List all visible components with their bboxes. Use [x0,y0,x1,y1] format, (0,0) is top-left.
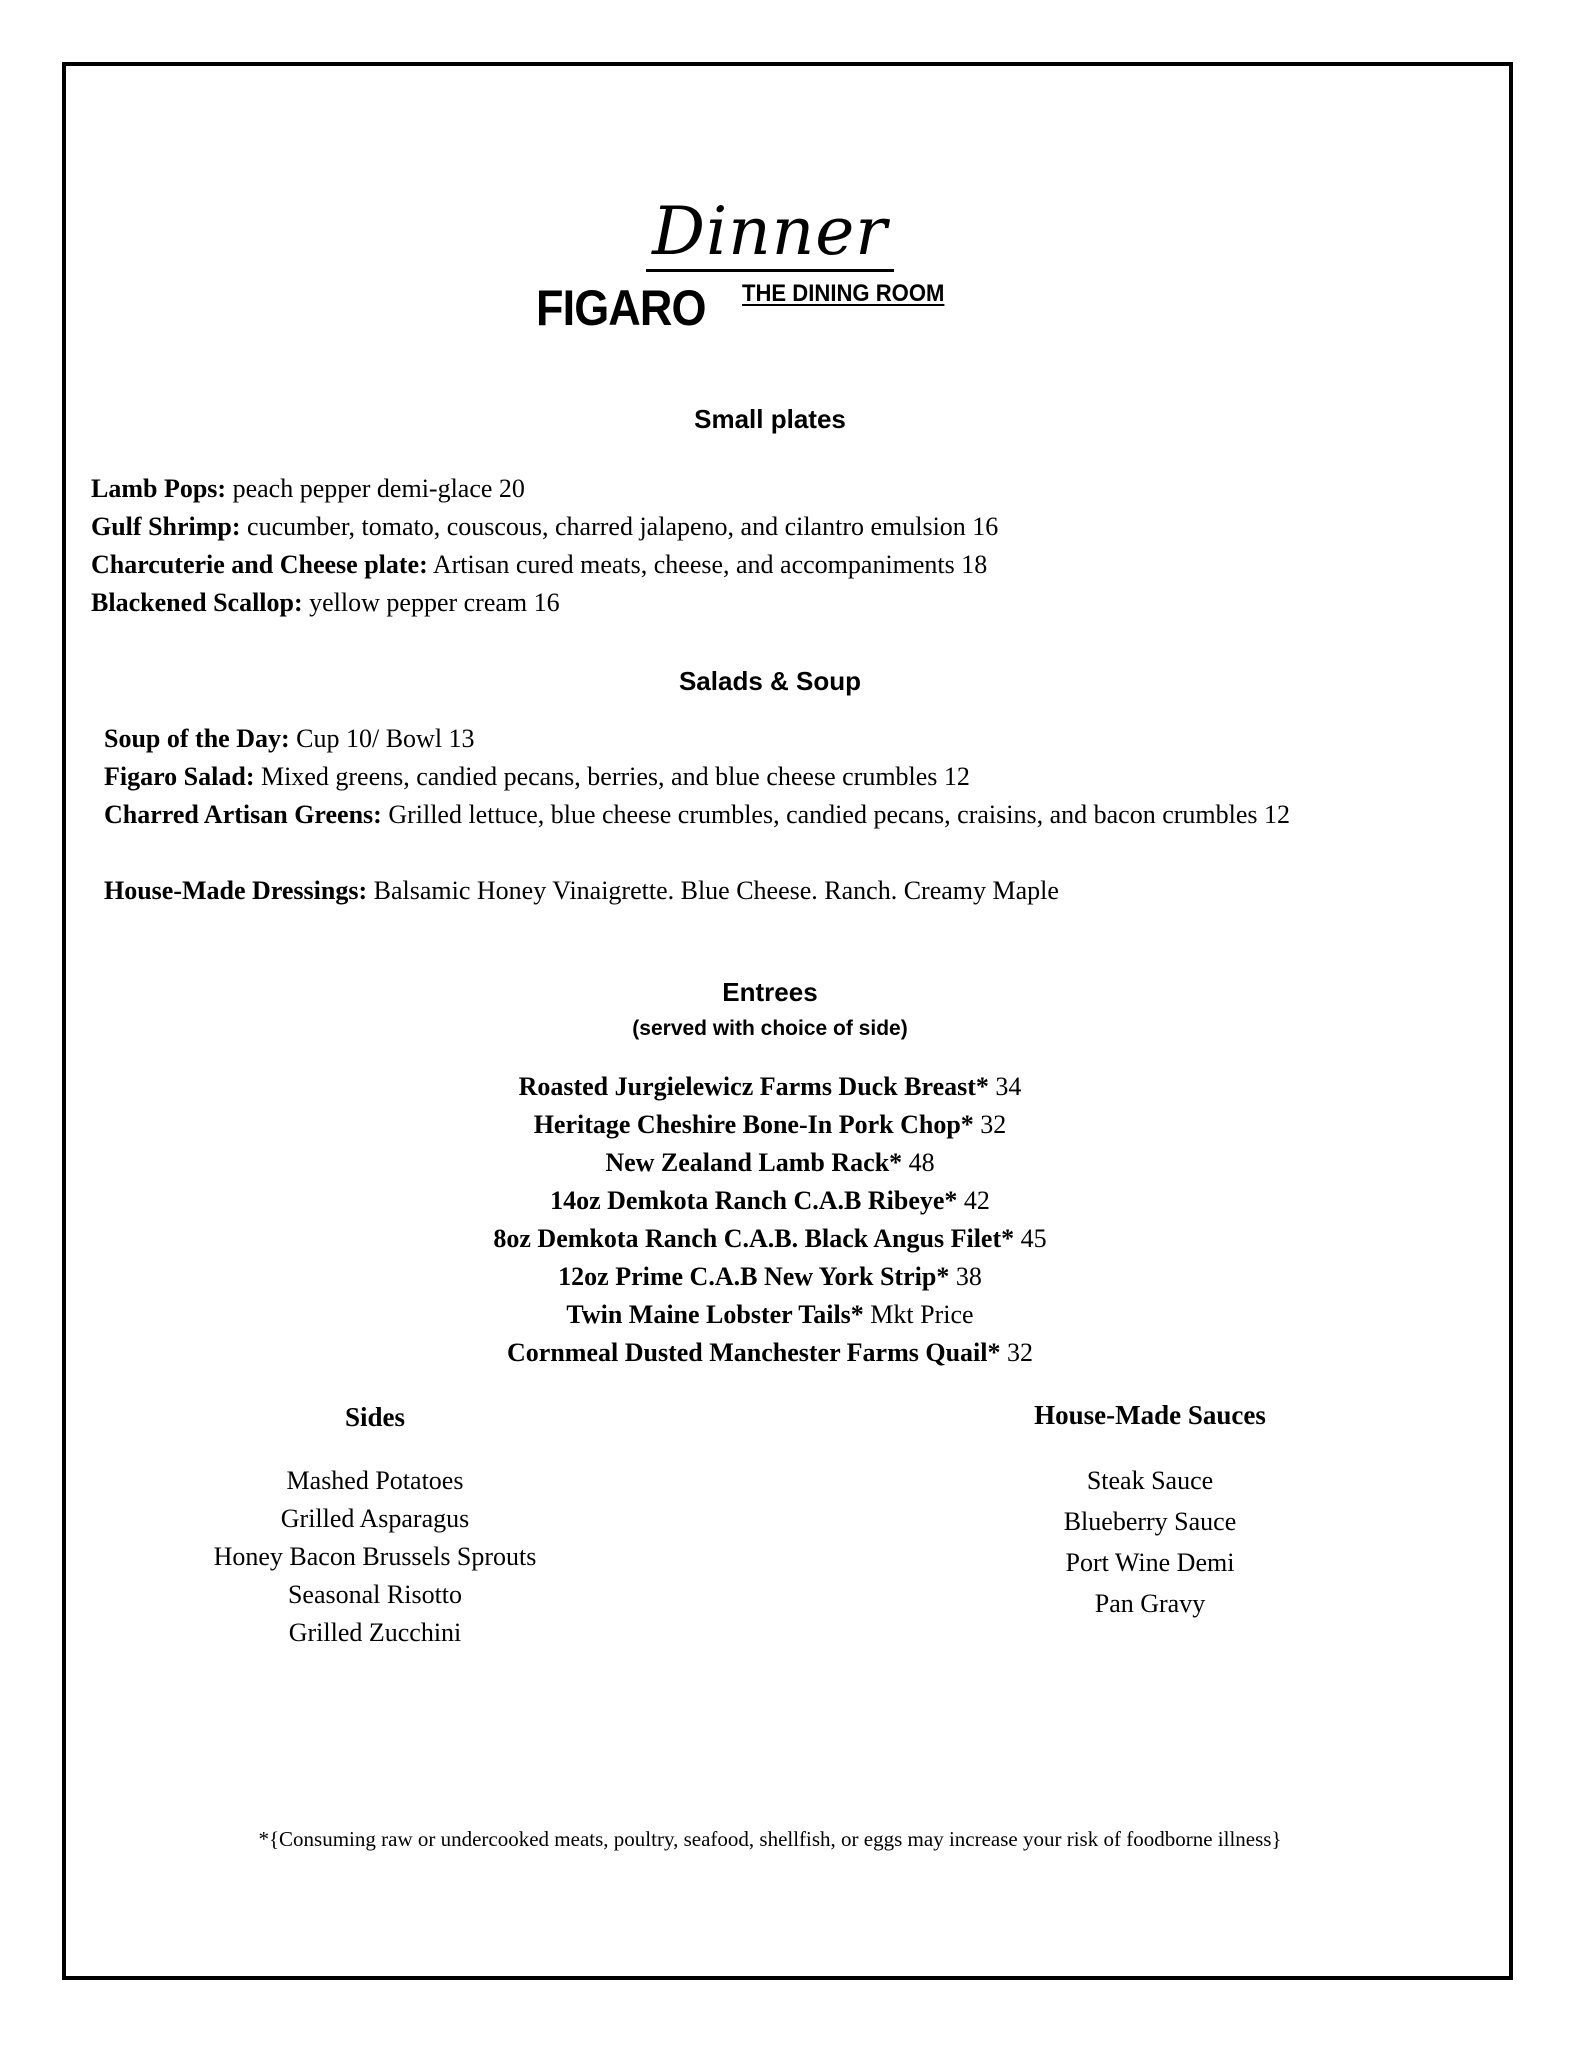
sides-heading: Sides [344,1402,406,1432]
list-item: Twin Maine Lobster Tails* Mkt Price [566,1300,974,1329]
small-plates-list [91,470,998,622]
brand-name: FIGARO [536,280,706,336]
list-item: New Zealand Lamb Rack* 48 [605,1148,935,1177]
brand-subtitle: THE DINING ROOM [742,280,945,307]
list-item: Charcuterie and Cheese plate: Artisan cured meats, cheese, and accompaniments 18 [91,550,988,579]
entrees-list [0,1068,1540,1372]
list-item: 12oz Prime C.A.B New York Strip* 38 [558,1262,982,1291]
list-item: 8oz Demkota Ranch C.A.B. Black Angus Filet* 45 [493,1224,1047,1253]
list-item: Seasonal Risotto [287,1580,463,1609]
menu-title: Dinner [0,192,1540,272]
list-item: Charred Artisan Greens: Grilled lettuce, blue cheese crumbles, candied pecans, craisins, and bacon crumbles 12 [104,800,1291,829]
restaurant-logo [536,278,945,338]
list-item: Figaro Salad: Mixed greens, candied pecans, berries, and blue cheese crumbles 12 [104,762,970,791]
dressings-line [104,872,1059,910]
list-item: Cornmeal Dusted Manchester Farms Quail* 32 [507,1338,1033,1367]
salads-list [104,720,1290,834]
list-item: Grilled Asparagus [280,1504,470,1533]
list-item: Roasted Jurgielewicz Farms Duck Breast* 34 [518,1072,1022,1101]
entrees-subheading: (served with choice of side) [632,1017,908,1040]
list-item: Steak Sauce [1086,1466,1214,1495]
list-item: Port Wine Demi [1065,1548,1235,1577]
list-item: Blueberry Sauce [1063,1507,1237,1536]
list-item: House-Made Dressings: Balsamic Honey Vinaigrette. Blue Cheese. Ranch. Creamy Maple [104,876,1059,905]
list-item: Lamb Pops: peach pepper demi-glace 20 [91,474,525,503]
allergy-disclaimer: *{Consuming raw or undercooked meats, poultry, seafood, shellfish, or eggs may increase your risk of foodborne illness} [258,1827,1282,1851]
sauces-heading: House-Made Sauces [1034,1400,1266,1430]
list-item: Gulf Shrimp: cucumber, tomato, couscous, charred jalapeno, and cilantro emulsion 16 [91,512,999,541]
list-item: Blackened Scallop: yellow pepper cream 16 [91,588,560,617]
entrees-heading: Entrees [722,977,818,1007]
list-item: Mashed Potatoes [286,1466,464,1495]
sauces-list [1000,1460,1300,1624]
list-item: Heritage Cheshire Bone-In Pork Chop* 32 [533,1110,1007,1139]
list-item: Honey Bacon Brussels Sprouts [213,1542,537,1571]
salads-heading: Salads & Soup [678,666,862,696]
list-item: Pan Gravy [1094,1589,1206,1618]
sides-list [175,1462,575,1652]
list-item: Grilled Zucchini [288,1618,462,1647]
list-item: 14oz Demkota Ranch C.A.B Ribeye* 42 [550,1186,990,1215]
small-plates-heading: Small plates [694,404,846,434]
list-item: Soup of the Day: Cup 10/ Bowl 13 [104,724,475,753]
